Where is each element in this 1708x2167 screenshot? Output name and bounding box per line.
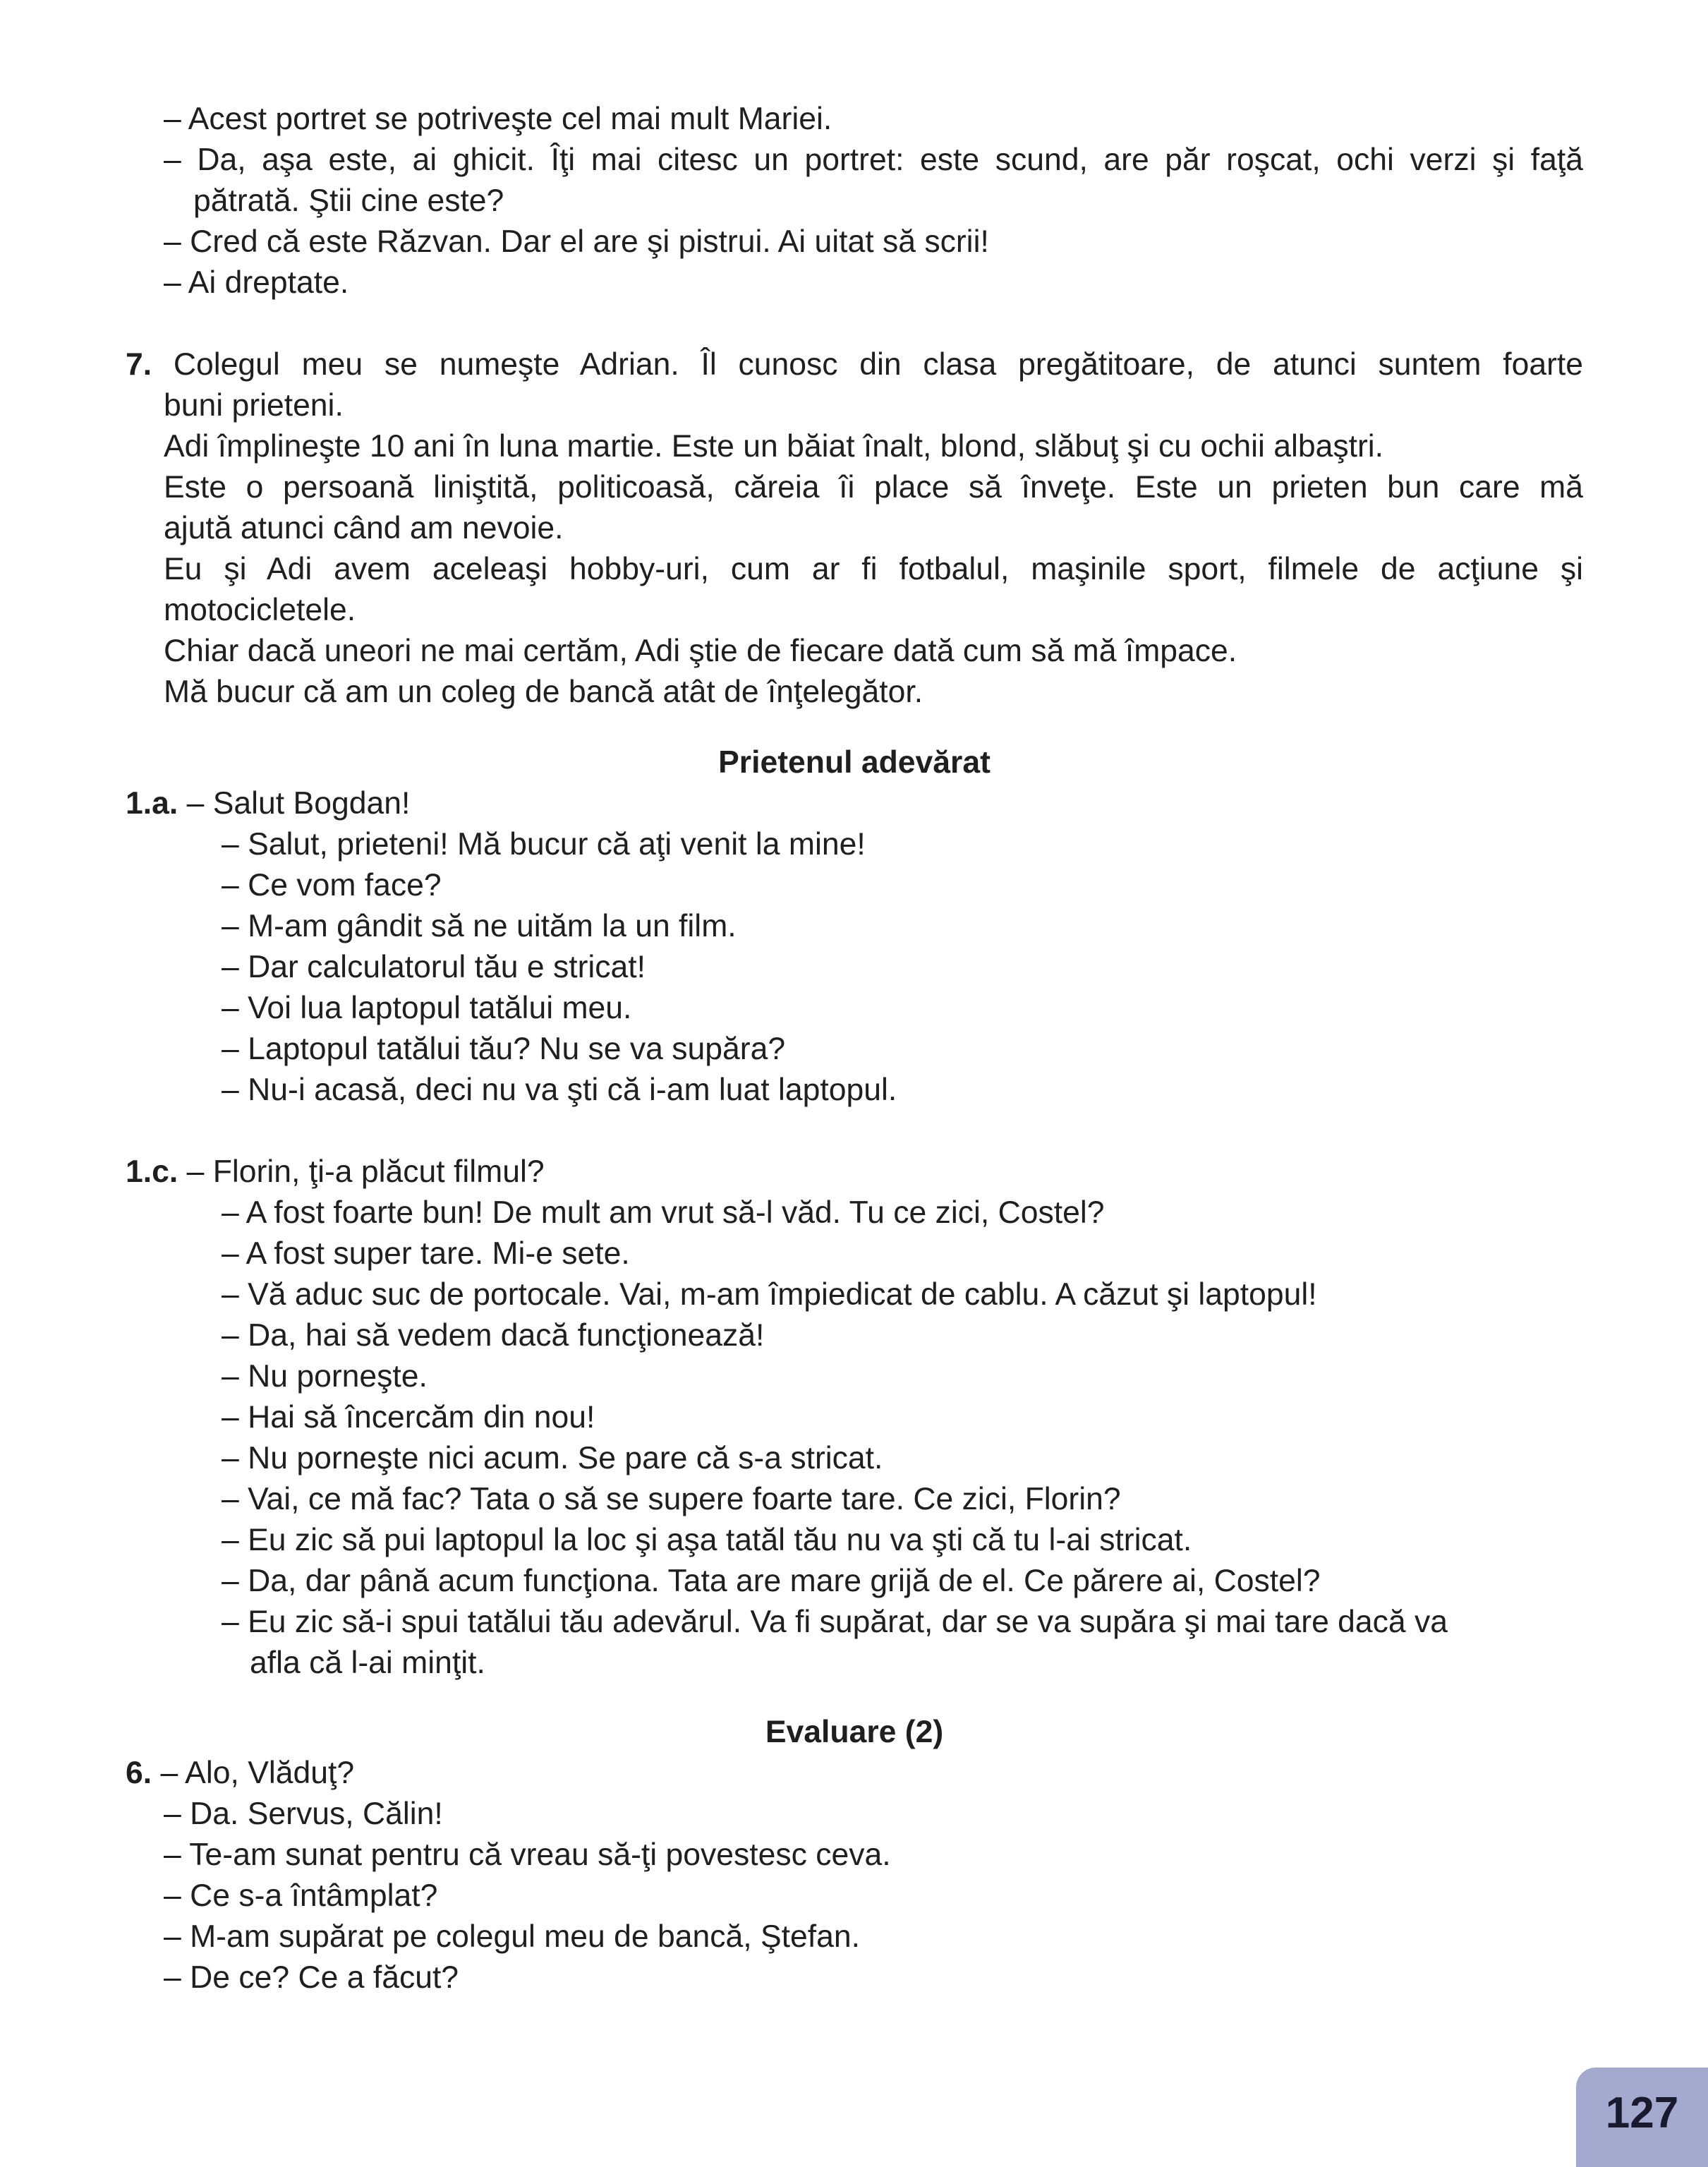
paragraph-line: ajută atunci când am nevoie.: [164, 511, 564, 545]
dialogue-line: – Dar calculatorul tău e stricat!: [222, 950, 646, 984]
dialogue-line: – Eu zic să-i spui tatălui tău adevărul. Va fi supărat, dar se va supăra şi mai tare dacă va: [222, 1605, 1448, 1639]
dialogue-line: – Eu zic să pui laptopul la loc şi aşa tatăl tău nu va şti că tu l-ai stricat.: [222, 1523, 1192, 1557]
dialogue-line: – Laptopul tatălui tău? Nu se va supăra?: [222, 1032, 786, 1066]
page-content: [126, 99, 1583, 1998]
paragraph-line: Chiar dacă uneori ne mai certăm, Adi ştie de fiecare dată cum să mă împace.: [164, 634, 1237, 668]
dialogue-line: – Te-am sunat pentru că vreau să-ţi povestesc ceva.: [164, 1837, 891, 1872]
exercise-number: 1.a.: [126, 786, 178, 821]
exercise-number: 7.: [126, 347, 152, 382]
dialogue-line: – M-am gândit să ne uităm la un film.: [222, 909, 737, 943]
dialogue-line: – Acest portret se potriveşte cel mai mult Mariei.: [164, 102, 832, 136]
dialogue-line: pătrată. Ştii cine este?: [193, 183, 504, 218]
exercise-6-line: 6. – Alo, Vlăduţ?: [126, 1756, 355, 1790]
paragraph-line: buni prieteni.: [164, 388, 344, 423]
paragraph-line: Eu şi Adi avem aceleaşi hobby-uri, cum ar fi fotbalul, maşinile sport, filmele de acţiune şi: [164, 552, 1583, 586]
dialogue-line: – A fost foarte bun! De mult am vrut să-l văd. Tu ce zici, Costel?: [222, 1195, 1105, 1230]
paragraph-line: motocicletele.: [164, 593, 356, 627]
dialogue-line: – M-am supărat pe colegul meu de bancă, Ştefan.: [164, 1919, 860, 1954]
dialogue-line: – Voi lua laptopul tatălui meu.: [222, 991, 632, 1025]
exercise-1a-line: 1.a. – Salut Bogdan!: [126, 786, 411, 821]
paragraph-line: Adi împlineşte 10 ani în luna martie. Este un băiat înalt, blond, slăbuţ şi cu ochii albaştri.: [164, 429, 1384, 464]
exercise-number: 6.: [126, 1756, 152, 1790]
paragraph-line: Este o persoană liniştită, politicoasă, căreia îi place să înveţe. Este un prieten bun care mă: [164, 470, 1583, 505]
dialogue-line: – Da, aşa este, ai ghicit. Îţi mai citesc un portret: este scund, are păr roşcat, ochi verzi şi faţă: [164, 143, 1583, 177]
exercise-7-line: 7. Colegul meu se numeşte Adrian. Îl cunosc din clasa pregătitoare, de atunci suntem foarte: [126, 347, 1583, 382]
dialogue-line: – Ai dreptate.: [164, 265, 349, 300]
dialogue-line: – Cred că este Răzvan. Dar el are şi pistrui. Ai uitat să scrii!: [164, 224, 989, 259]
dialogue-line: – Ce vom face?: [222, 868, 442, 903]
dialogue-line: – Vă aduc suc de portocale. Vai, m-am împiedicat de cablu. A căzut şi laptopul!: [222, 1277, 1317, 1312]
paragraph-line: Mă bucur că am un coleg de bancă atât de înţelegător.: [164, 675, 923, 709]
dialogue-line: – A fost super tare. Mi-e sete.: [222, 1236, 630, 1271]
dialogue-line: – Da. Servus, Călin!: [164, 1797, 443, 1831]
dialogue-line: – Da, hai să vedem dacă funcţionează!: [222, 1318, 765, 1353]
dialogue-line: – Hai să încercăm din nou!: [222, 1400, 595, 1435]
dialogue-line: – Da, dar până acum funcţiona. Tata are mare grijă de el. Ce părere ai, Costel?: [222, 1564, 1321, 1598]
section-title: Prietenul adevărat: [718, 745, 991, 780]
dialogue-line: – De ce? Ce a făcut?: [164, 1960, 459, 1995]
exercise-1c-line: 1.c. – Florin, ţi-a plăcut filmul?: [126, 1154, 545, 1189]
dialogue-line: afla că l-ai minţit.: [250, 1646, 485, 1680]
dialogue-line: – Nu-i acasă, deci nu va şti că i-am luat laptopul.: [222, 1073, 897, 1107]
dialogue-line: – Ce s-a întâmplat?: [164, 1878, 438, 1913]
dialogue-line: – Salut, prieteni! Mă bucur că aţi venit la mine!: [222, 827, 866, 862]
dialogue-line: – Nu porneşte.: [222, 1359, 428, 1394]
section-title: Evaluare (2): [765, 1715, 944, 1749]
exercise-number: 1.c.: [126, 1154, 178, 1189]
dialogue-line: – Vai, ce mă fac? Tata o să se supere foarte tare. Ce zici, Florin?: [222, 1482, 1121, 1516]
page-number-tab: [1576, 2068, 1708, 2167]
dialogue-line: – Nu porneşte nici acum. Se pare că s-a stricat.: [222, 1441, 883, 1475]
page-number: 127: [1605, 2089, 1679, 2137]
